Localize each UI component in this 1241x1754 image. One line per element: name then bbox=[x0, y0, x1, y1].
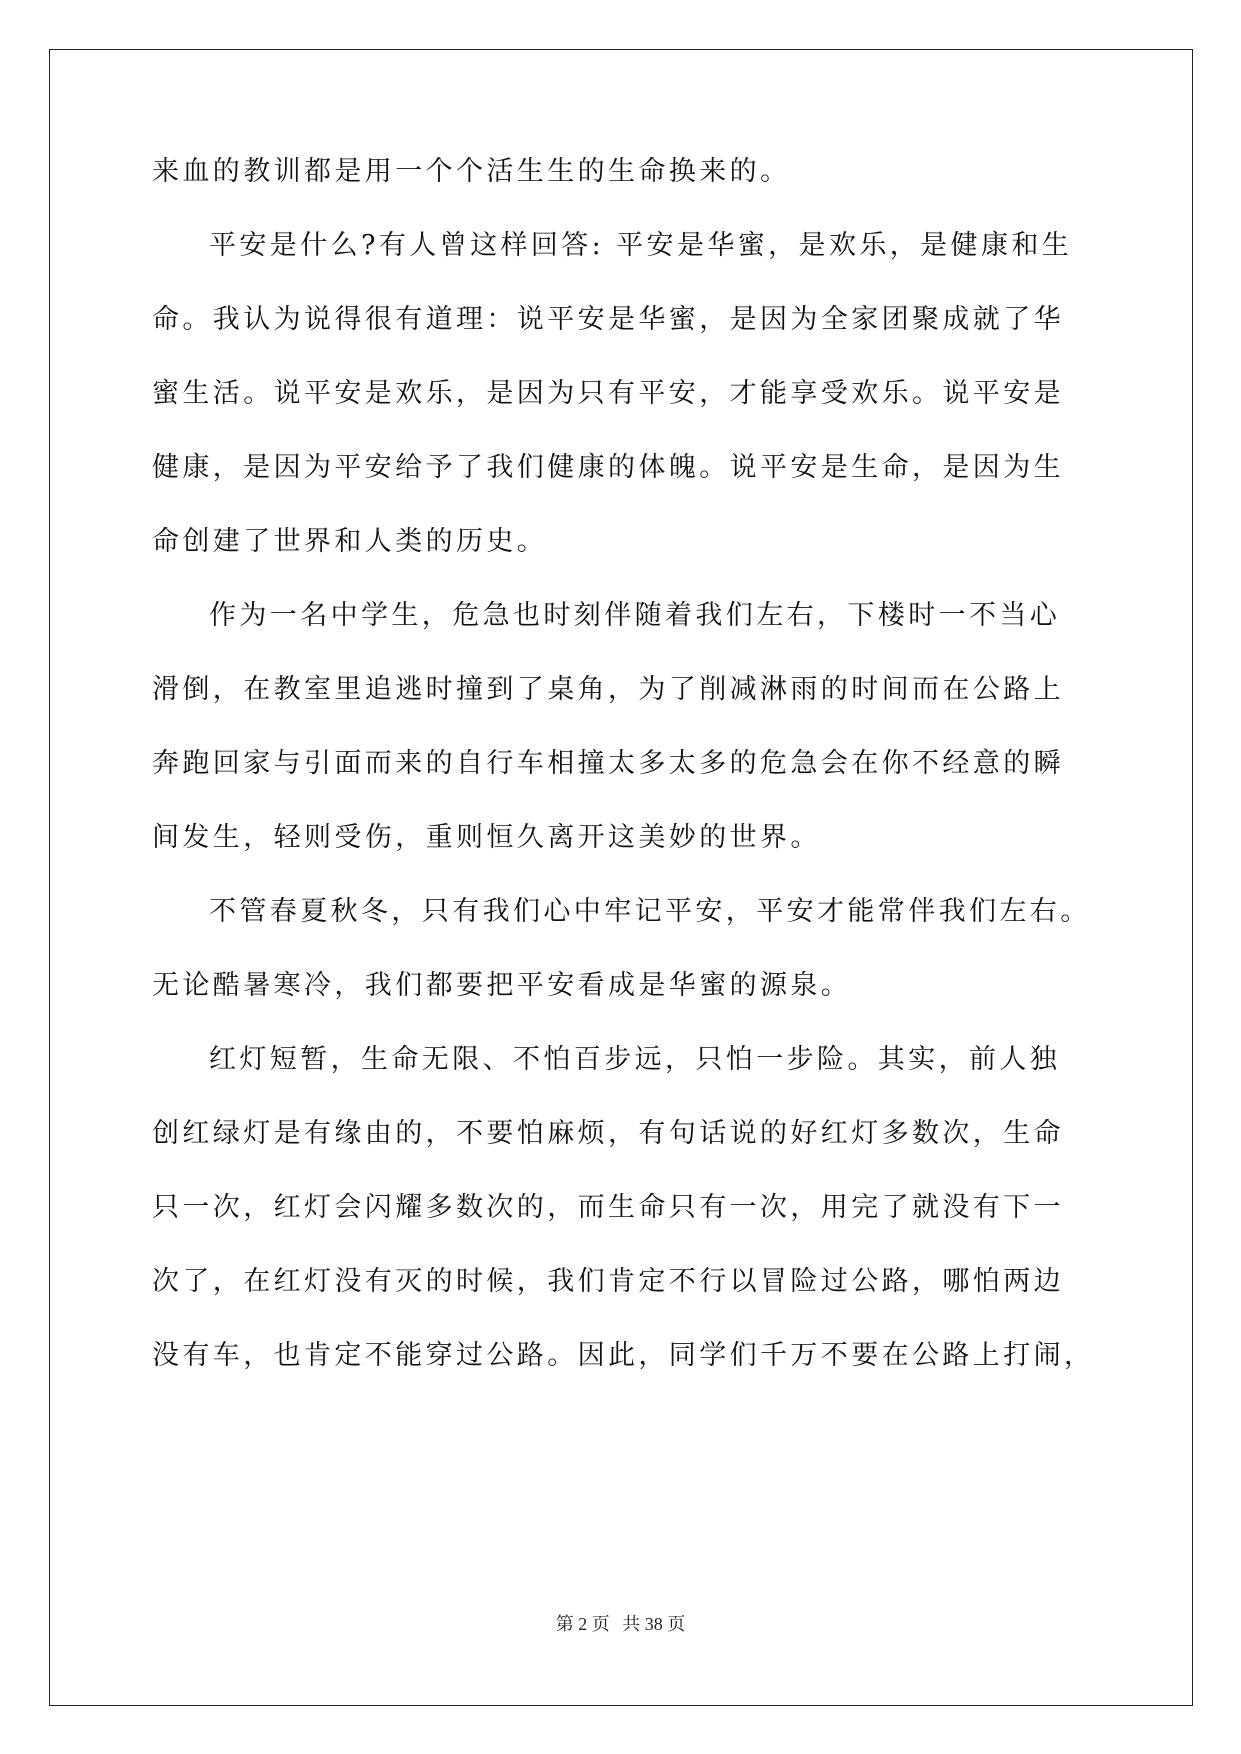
text-line: 健康，是因为平安给予了我们健康的体魄。说平安是生命，是因为生 bbox=[152, 452, 1064, 483]
text-line: 奔跑回家与引面而来的自行车相撞太多太多的危急会在你不经意的瞬 bbox=[152, 748, 1064, 779]
page-border bbox=[49, 49, 1193, 1706]
page-footer bbox=[0, 1610, 1241, 1636]
text-line: 间发生，轻则受伤，重则恒久离开这美妙的世界。 bbox=[152, 822, 821, 853]
text-line: 蜜生活。说平安是欢乐，是因为只有平安，才能享受欢乐。说平安是 bbox=[152, 378, 1064, 409]
text-line: 红灯短暂，生命无限、不怕百步远，只怕一步险。其实，前人独 bbox=[209, 1044, 1061, 1075]
text-line: 来血的教训都是用一个个活生生的生命换来的。 bbox=[152, 156, 791, 187]
text-line: 不管春夏秋冬，只有我们心中牢记平安，平安才能常伴我们左右。 bbox=[209, 896, 1091, 927]
text-line: 命创建了世界和人类的历史。 bbox=[152, 526, 548, 557]
page-number: 第 2 页 bbox=[555, 1614, 610, 1634]
page-total: 共 38 页 bbox=[622, 1614, 686, 1634]
text-line: 没有车，也肯定不能穿过公路。因此，同学们千万不要在公路上打闹， bbox=[152, 1340, 1095, 1371]
text-line: 无论酷暑寒冷，我们都要把平安看成是华蜜的源泉。 bbox=[152, 970, 852, 1001]
text-line: 滑倒，在教室里追逃时撞到了桌角，为了削减淋雨的时间而在公路上 bbox=[152, 674, 1064, 705]
text-line: 次了，在红灯没有灭的时候，我们肯定不行以冒险过公路，哪怕两边 bbox=[152, 1266, 1064, 1297]
text-line: 只一次，红灯会闪耀多数次的，而生命只有一次，用完了就没有下一 bbox=[152, 1192, 1064, 1223]
text-line: 创红绿灯是有缘由的，不要怕麻烦，有句话说的好红灯多数次，生命 bbox=[152, 1118, 1064, 1149]
text-line: 平安是什么?有人曾这样回答: 平安是华蜜，是欢乐，是健康和生 bbox=[209, 230, 1073, 261]
text-line: 命。我认为说得很有道理：说平安是华蜜，是因为全家团聚成就了华 bbox=[152, 304, 1064, 335]
text-line: 作为一名中学生，危急也时刻伴随着我们左右，下楼时一不当心 bbox=[209, 600, 1061, 631]
